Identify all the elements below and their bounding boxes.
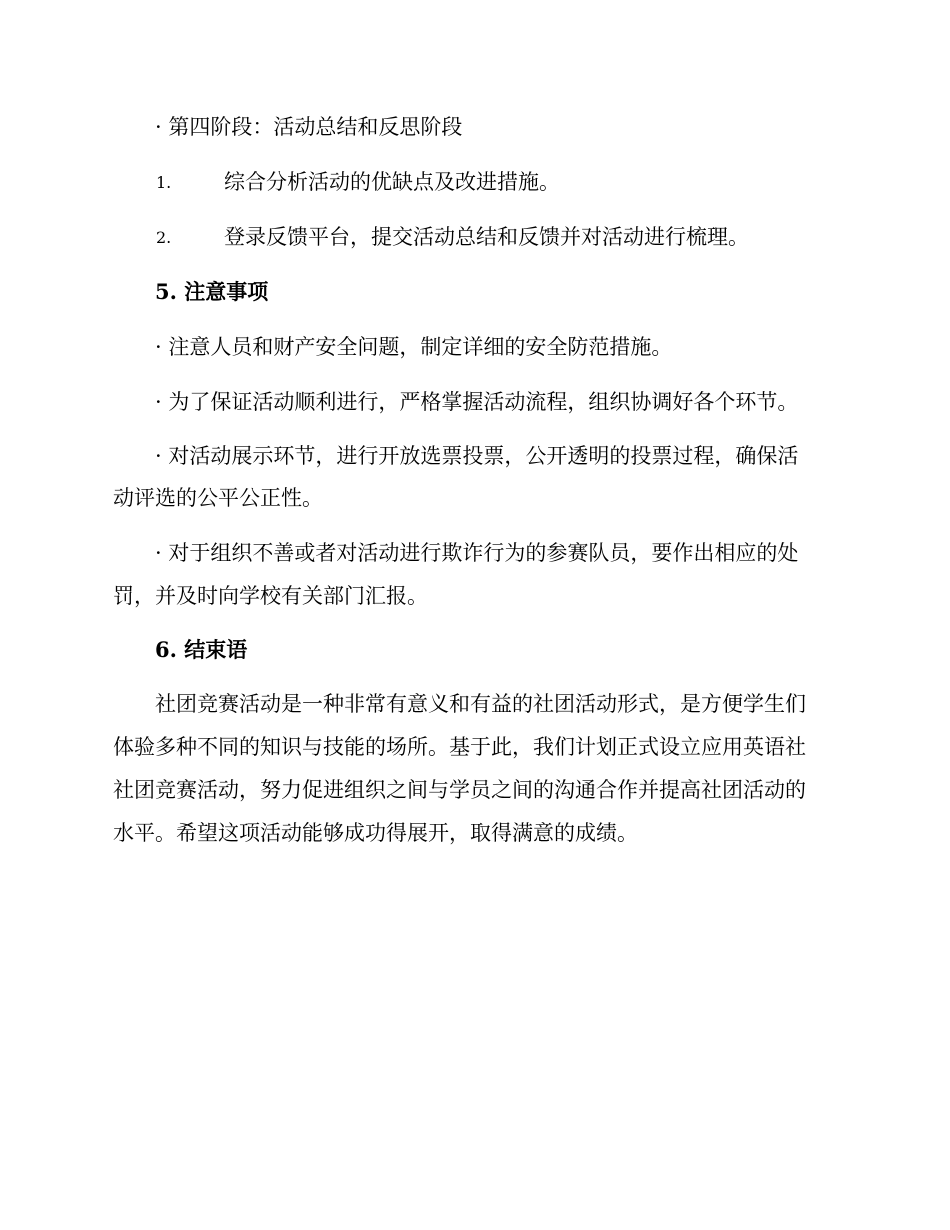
paragraph-line: 社团竞赛活动，努力促进组织之间与学员之间的沟通合作并提高社团活动的	[113, 778, 806, 802]
paragraph-line: · 对活动展示环节，进行开放选票投票，公开透明的投票过程，确保活	[155, 444, 799, 468]
paragraph-line: 动评选的公平公正性。	[113, 486, 323, 510]
paragraph-line: 水平。希望这项活动能够成功得展开，取得满意的成绩。	[113, 821, 638, 845]
list-item-text: 登录反馈平台，提交活动总结和反馈并对活动进行梳理。	[224, 225, 749, 249]
paragraph-line: 社团竞赛活动是一种非常有意义和有益的社团活动形式，是方便学生们	[155, 692, 806, 716]
section5-bullet-1: · 注意人员和财产安全问题，制定详细的安全防范措施。	[155, 335, 673, 359]
paragraph-line: · 对于组织不善或者对活动进行欺诈行为的参赛队员，要作出相应的处	[155, 541, 799, 565]
paragraph-line: 体验多种不同的知识与技能的场所。基于此，我们计划正式设立应用英语社	[113, 735, 806, 759]
section6-title: 6. 结束语	[155, 637, 248, 662]
list-item-text: 综合分析活动的优缺点及改进措施。	[224, 170, 560, 194]
paragraph-line: 罚，并及时向学校有关部门汇报。	[113, 584, 428, 608]
list-item-number: 2.	[156, 228, 172, 247]
stage4-heading: · 第四阶段：活动总结和反思阶段	[155, 115, 463, 139]
list-item-number: 1.	[156, 173, 172, 192]
section5-bullet-2: · 为了保证活动顺利进行，严格掌握活动流程，组织协调好各个环节。	[155, 390, 799, 414]
section5-title: 5. 注意事项	[155, 279, 269, 304]
